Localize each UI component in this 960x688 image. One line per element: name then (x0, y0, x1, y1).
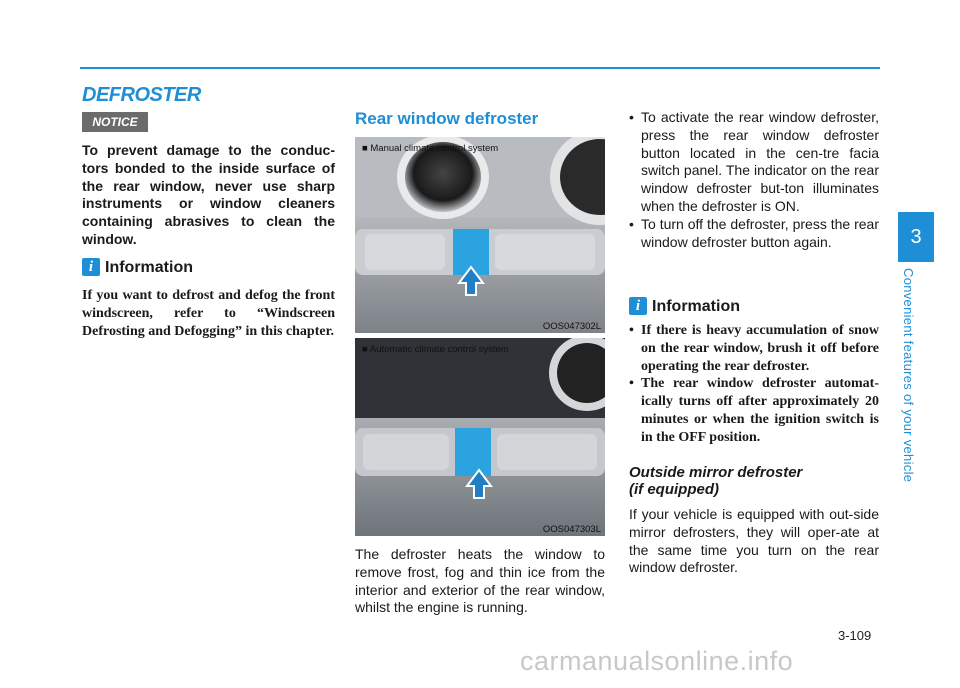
manual-climate-photo (355, 137, 605, 333)
notice-badge: NOTICE (82, 112, 148, 132)
mirror-title-line-2: (if equipped) (629, 481, 719, 498)
rear-defroster-body: The defroster heats the window to remove frost, fog and thin ice from the interior and exterior of the rear window, whilst the engine is running. (355, 546, 605, 616)
info-heading-2 (629, 297, 740, 317)
list-item: • To activate the rear window defroster, press the rear window defroster button located in the cen-tre facia switch panel. The indicator on the rear window defroster but-ton illuminates when the defroster is ON. (629, 109, 879, 216)
list-item: • The rear window defroster automat-ically turns off after approximately 20 minutes or when the ignition switch is in the OFF position. (629, 375, 879, 446)
automatic-panel-illustration (355, 338, 605, 536)
manual-panel-illustration (355, 137, 605, 333)
chapter-tab: 3 (898, 212, 934, 262)
rear-defroster-steps (629, 109, 879, 251)
mirror-defroster-body: If your vehicle is equipped with out-side mirror defrosters, they will oper-ate at the same time you turn on the rear window defroster. (629, 506, 879, 576)
photo-code-automatic: OOS047303L (542, 524, 601, 535)
info-icon: i (629, 297, 647, 315)
mirror-defroster-title (629, 464, 802, 498)
mirror-title-line-1: Outside mirror defroster (629, 464, 803, 481)
notice-text: To prevent damage to the conduc-tors bonded to the inside surface of the rear window, never use sharp instruments or window cleaners containing abrasives to clean the window. (82, 142, 335, 247)
photo-caption-manual: ■ Manual climate control system (362, 143, 499, 154)
info-title: Information (105, 259, 193, 276)
rear-defroster-title: Rear window defroster (355, 109, 539, 128)
info-icon: i (82, 258, 100, 276)
list-item: • To turn off the defroster, press the rear window defroster button again. (629, 216, 879, 252)
chapter-label: Convenient features of your vehicle (901, 268, 916, 483)
info-bullets-2 (629, 322, 879, 447)
list-item: • If there is heavy accumulation of snow on the rear window, brush it off before operating the rear defroster. (629, 322, 879, 375)
info-text-1: If you want to defrost and defog the front windscreen, refer to “Windscreen Defrosting and Defogging” in this chapter. (82, 288, 335, 339)
photo-caption-automatic: ■ Automatic climate control system (362, 344, 509, 355)
info-title: Information (652, 298, 740, 315)
watermark: carmanualsonline.info (520, 646, 794, 676)
page-number: 3-109 (838, 628, 872, 643)
automatic-climate-photo (355, 338, 605, 536)
header-rule (80, 67, 880, 69)
photo-code-manual: OOS047302L (542, 321, 601, 332)
info-heading-1 (82, 258, 193, 278)
section-title: DEFROSTER (82, 84, 201, 106)
